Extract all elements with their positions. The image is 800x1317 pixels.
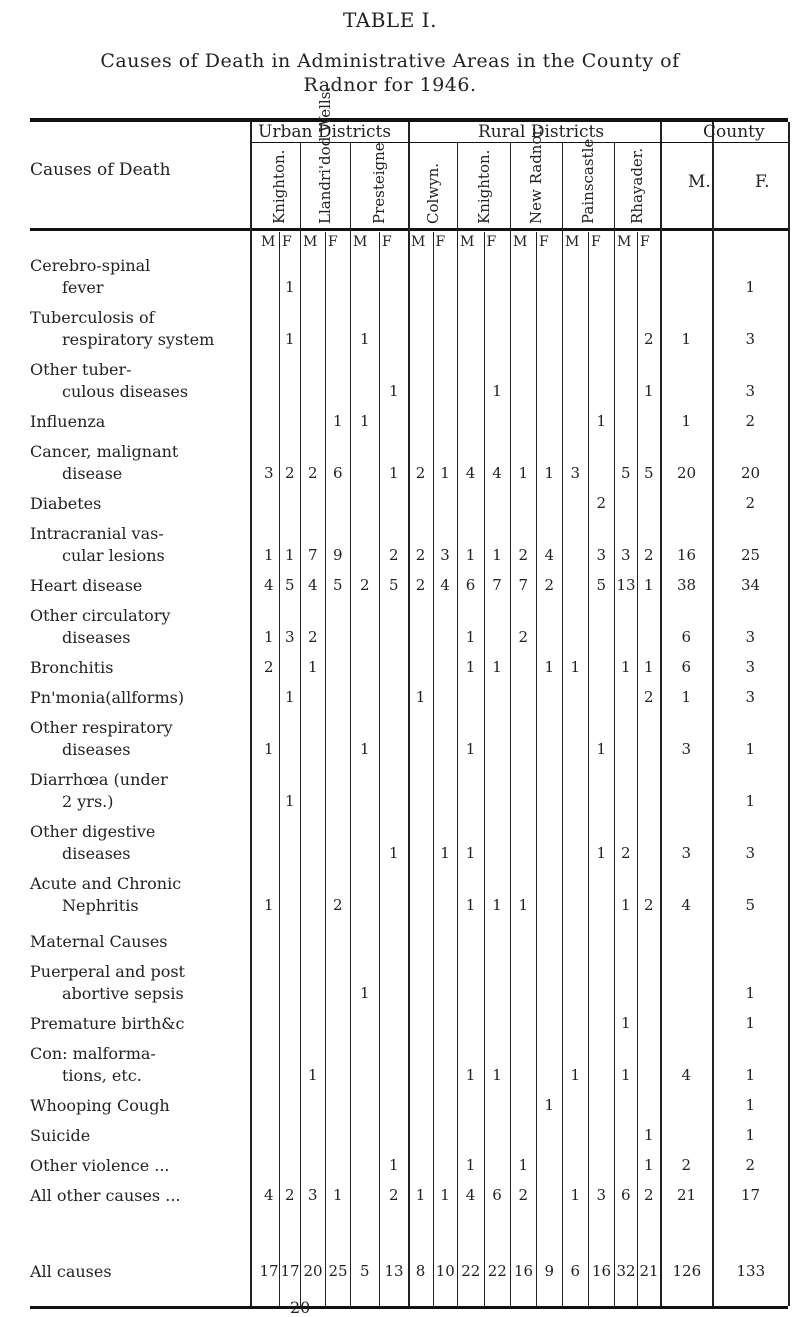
cell-value: 9 — [333, 546, 343, 564]
county-female-value: 2 — [745, 412, 756, 430]
cell-value: 6 — [465, 576, 476, 594]
cell-value: 4 — [544, 546, 555, 564]
male-subheader: M — [617, 234, 632, 250]
cell-value: 2 — [264, 658, 274, 676]
cell-value: 2 — [415, 464, 426, 482]
female-subheader: F — [486, 234, 497, 250]
cell-value: 6 — [621, 1186, 631, 1204]
row-label: Other circulatory — [30, 606, 171, 625]
row-label: culous diseases — [62, 382, 189, 401]
cell-value: 1 — [465, 658, 476, 676]
county-female-value: 2 — [745, 494, 756, 512]
cell-value: 5 — [389, 576, 399, 594]
county-male-value: 6 — [681, 658, 692, 676]
cell-value: 1 — [389, 382, 399, 400]
cell-value: 1 — [440, 464, 450, 482]
column-rule — [660, 122, 662, 1306]
row-label: Other respiratory — [30, 718, 173, 737]
column-rule — [536, 232, 537, 1306]
county-male-value: 38 — [677, 576, 697, 594]
cell-value: 3 — [596, 1186, 607, 1204]
cell-value: 1 — [492, 896, 502, 914]
county-female-value: 1 — [745, 1096, 756, 1114]
cell-value: 1 — [415, 688, 426, 706]
area-header-rural-colwyn: Colwyn. — [423, 162, 442, 224]
cell-value: 1 — [492, 1066, 502, 1084]
table-title-line1: Causes of Death in Administrative Areas in the County of — [100, 50, 680, 72]
column-rule — [408, 122, 410, 1306]
cell-value: 1 — [644, 1126, 654, 1144]
cell-value: 6 — [333, 464, 343, 482]
column-rule — [279, 232, 280, 1306]
row-label: Tuberculosis of — [30, 308, 155, 327]
cell-value: 1 — [644, 382, 654, 400]
cell-value: 1 — [465, 1066, 476, 1084]
county-male-value: 3 — [681, 844, 692, 862]
cell-value: 1 — [465, 896, 476, 914]
cell-value: 1 — [389, 844, 399, 862]
county-male-value: 6 — [681, 628, 692, 646]
male-subheader: M — [303, 234, 318, 250]
cell-value: 2 — [285, 464, 295, 482]
row-label: diseases — [62, 844, 131, 863]
female-subheader: F — [640, 234, 650, 250]
row-label: Maternal Causes — [30, 932, 168, 951]
cell-value: 2 — [518, 628, 529, 646]
county-female-header: F. — [755, 172, 770, 192]
cell-value: 3 — [596, 546, 607, 564]
cell-value: 1 — [285, 278, 295, 296]
row-label: Premature birth&c — [30, 1014, 185, 1033]
cell-value: 16 — [592, 1262, 612, 1280]
cell-value: 1 — [465, 1156, 476, 1174]
column-rule — [562, 142, 563, 1306]
bottom-rule — [30, 1306, 788, 1309]
row-label: All other causes ... — [30, 1186, 181, 1205]
county-male-value: 4 — [681, 896, 692, 914]
row-label: Pn'monia(allforms) — [30, 688, 185, 707]
cell-value: 2 — [389, 1186, 399, 1204]
cell-value: 1 — [492, 382, 502, 400]
cell-value: 1 — [644, 658, 654, 676]
cell-value: 1 — [360, 984, 370, 1002]
table-title-line2: Radnor for 1946. — [303, 74, 477, 96]
cell-value: 1 — [596, 844, 607, 862]
row-label: fever — [62, 278, 104, 297]
male-subheader: M — [261, 234, 276, 250]
cell-value: 3 — [308, 1186, 318, 1204]
cell-value: 1 — [465, 844, 476, 862]
county-female-value: 1 — [745, 792, 756, 810]
column-rule — [350, 142, 351, 1306]
county-male-value: 20 — [677, 464, 697, 482]
male-subheader: M — [411, 234, 426, 250]
area-header-urban-presteigne: Presteigne — [370, 142, 388, 224]
row-label: abortive sepsis — [62, 984, 184, 1003]
causes-column-header: Causes of Death — [30, 160, 171, 180]
row-label: Con: malforma- — [30, 1044, 156, 1063]
county-female-value: 1 — [745, 278, 756, 296]
cell-value: 4 — [465, 1186, 476, 1204]
cell-value: 1 — [285, 546, 295, 564]
cell-value: 4 — [308, 576, 318, 594]
cell-value: 9 — [544, 1262, 555, 1280]
male-subheader: M — [460, 234, 475, 250]
cell-value: 17 — [259, 1262, 279, 1280]
cell-value: 1 — [544, 658, 555, 676]
county-female-value: 1 — [745, 740, 756, 758]
male-subheader: M — [353, 234, 368, 250]
cell-value: 1 — [264, 628, 274, 646]
county-female-value: 133 — [736, 1262, 766, 1280]
cell-value: 1 — [621, 1014, 631, 1032]
cell-value: 1 — [264, 896, 274, 914]
row-label: disease — [62, 464, 123, 483]
row-label: tions, etc. — [62, 1066, 142, 1085]
cell-value: 1 — [264, 740, 274, 758]
county-female-value: 34 — [741, 576, 761, 594]
cell-value: 22 — [487, 1262, 507, 1280]
cell-value: 5 — [333, 576, 343, 594]
cell-value: 1 — [544, 464, 555, 482]
page-number: 20 — [290, 1298, 311, 1317]
row-label: Cerebro-spinal — [30, 256, 151, 275]
cell-value: 1 — [440, 1186, 450, 1204]
cell-value: 1 — [621, 1066, 631, 1084]
cell-value: 1 — [492, 658, 502, 676]
cell-value: 1 — [644, 1156, 654, 1174]
cell-value: 5 — [596, 576, 607, 594]
cell-value: 1 — [518, 896, 529, 914]
column-rule — [637, 232, 638, 1306]
cell-value: 4 — [264, 576, 274, 594]
column-rule — [379, 232, 380, 1306]
row-label: 2 yrs.) — [62, 792, 114, 811]
county-female-value: 3 — [745, 688, 756, 706]
cell-value: 32 — [616, 1262, 636, 1280]
cell-value: 2 — [518, 1186, 529, 1204]
cell-value: 1 — [465, 740, 476, 758]
row-label: Intracranial vas- — [30, 524, 164, 543]
column-rule — [712, 122, 714, 1306]
county-female-value: 20 — [741, 464, 761, 482]
table-number: TABLE I. — [343, 8, 437, 32]
area-header-urban-knighton: Knighton. — [270, 149, 288, 224]
cell-value: 2 — [360, 576, 370, 594]
cell-value: 3 — [285, 628, 295, 646]
county-male-value: 4 — [681, 1066, 692, 1084]
area-header-urban-llandri-dod-wells: Llandri'dod Wells. — [316, 86, 334, 224]
cell-value: 13 — [616, 576, 636, 594]
column-rule — [433, 232, 434, 1306]
column-rule — [614, 142, 615, 1306]
row-label: Cancer, malignant — [30, 442, 179, 461]
cell-value: 1 — [285, 330, 295, 348]
cell-value: 2 — [644, 1186, 654, 1204]
cell-value: 2 — [644, 546, 654, 564]
cell-value: 4 — [492, 464, 502, 482]
cell-value: 25 — [328, 1262, 348, 1280]
county-male-value: 1 — [681, 330, 692, 348]
cell-value: 1 — [333, 412, 343, 430]
cell-value: 3 — [440, 546, 450, 564]
cell-value: 2 — [308, 464, 318, 482]
county-female-value: 1 — [745, 1066, 756, 1084]
cell-value: 17 — [280, 1262, 300, 1280]
row-label: Influenza — [30, 412, 106, 431]
row-label: Other violence ... — [30, 1156, 170, 1175]
county-female-value: 1 — [745, 984, 756, 1002]
row-label: Nephritis — [62, 896, 139, 915]
row-label: Other digestive — [30, 822, 156, 841]
column-rule — [588, 232, 589, 1306]
female-subheader: F — [382, 234, 392, 250]
row-label: Heart disease — [30, 576, 143, 595]
female-subheader: F — [328, 234, 338, 250]
county-male-value: 16 — [677, 546, 697, 564]
cell-value: 22 — [461, 1262, 481, 1280]
row-label: All causes — [30, 1262, 112, 1281]
male-subheader: M — [565, 234, 580, 250]
area-header-rural-knighton: Knighton. — [474, 149, 493, 224]
cell-value: 2 — [544, 576, 555, 594]
cell-value: 2 — [621, 844, 631, 862]
column-rule — [788, 122, 790, 1306]
row-label: Suicide — [30, 1126, 91, 1145]
cell-value: 5 — [285, 576, 295, 594]
county-female-value: 3 — [745, 658, 756, 676]
female-subheader: F — [539, 234, 549, 250]
cell-value: 1 — [644, 576, 654, 594]
cell-value: 1 — [308, 1066, 318, 1084]
cell-value: 1 — [465, 628, 476, 646]
cell-value: 10 — [435, 1262, 455, 1280]
column-rule — [510, 142, 511, 1306]
cell-value: 1 — [360, 330, 370, 348]
cell-value: 1 — [570, 658, 581, 676]
county-female-value: 3 — [745, 628, 756, 646]
county-male-value: 3 — [681, 740, 692, 758]
county-female-value: 17 — [741, 1186, 761, 1204]
column-rule — [325, 232, 326, 1306]
column-rule — [300, 142, 301, 1306]
row-label: diseases — [62, 628, 131, 647]
row-label: cular lesions — [62, 546, 165, 565]
area-header-rural-painscastle: Painscastle — [579, 138, 597, 224]
cell-value: 1 — [389, 1156, 399, 1174]
row-label: Puerperal and post — [30, 962, 185, 981]
cell-value: 1 — [621, 896, 631, 914]
row-label: Other tuber- — [30, 360, 132, 379]
row-label: respiratory system — [62, 330, 215, 349]
cell-value: 21 — [639, 1262, 659, 1280]
column-rule — [250, 122, 252, 1306]
cell-value: 2 — [415, 546, 426, 564]
cell-value: 2 — [644, 896, 654, 914]
county-male-header: M. — [688, 172, 711, 192]
cell-value: 1 — [492, 546, 502, 564]
cell-value: 1 — [389, 464, 399, 482]
cell-value: 5 — [621, 464, 631, 482]
cell-value: 20 — [303, 1262, 323, 1280]
cell-value: 16 — [514, 1262, 534, 1280]
cell-value: 1 — [333, 1186, 343, 1204]
cell-value: 1 — [440, 844, 450, 862]
row-label: Diabetes — [30, 494, 102, 513]
county-female-value: 3 — [745, 844, 756, 862]
cell-value: 7 — [518, 576, 529, 594]
cell-value: 7 — [492, 576, 502, 594]
male-subheader: M — [513, 234, 528, 250]
cell-value: 1 — [285, 792, 295, 810]
cell-value: 3 — [621, 546, 631, 564]
cell-value: 1 — [285, 688, 295, 706]
row-label: diseases — [62, 740, 131, 759]
cell-value: 2 — [415, 576, 426, 594]
cell-value: 3 — [264, 464, 274, 482]
cell-value: 1 — [596, 740, 607, 758]
cell-value: 3 — [570, 464, 581, 482]
county-male-value: 2 — [681, 1156, 692, 1174]
row-label: Diarrhœa (under — [30, 770, 168, 789]
cell-value: 6 — [570, 1262, 581, 1280]
female-subheader: F — [435, 234, 446, 250]
cell-value: 1 — [308, 658, 318, 676]
county-male-value: 1 — [681, 412, 692, 430]
area-header-rural-new-radnor: New Radnor. — [527, 125, 545, 224]
area-header-rural-rhayader: Rhayader. — [628, 147, 646, 224]
county-female-value: 3 — [745, 330, 756, 348]
cell-value: 2 — [644, 688, 654, 706]
cell-value: 2 — [644, 330, 654, 348]
cell-value: 1 — [570, 1066, 581, 1084]
cell-value: 2 — [518, 546, 529, 564]
cell-value: 7 — [308, 546, 318, 564]
county-female-value: 25 — [741, 546, 761, 564]
cell-value: 4 — [440, 576, 450, 594]
column-rule — [457, 142, 458, 1306]
cell-value: 5 — [644, 464, 654, 482]
female-subheader: F — [591, 234, 601, 250]
cell-value: 1 — [465, 546, 476, 564]
cell-value: 1 — [596, 412, 607, 430]
cell-value: 13 — [384, 1262, 404, 1280]
rural-districts-header: Rural Districts — [478, 122, 605, 142]
column-rule — [484, 232, 485, 1306]
cell-value: 6 — [492, 1186, 502, 1204]
county-female-value: 2 — [745, 1156, 756, 1174]
cell-value: 2 — [596, 494, 607, 512]
cell-value: 8 — [415, 1262, 426, 1280]
cell-value: 1 — [518, 1156, 529, 1174]
female-subheader: F — [282, 234, 292, 250]
row-label: Whooping Cough — [30, 1096, 170, 1115]
cell-value: 1 — [544, 1096, 555, 1114]
cell-value: 1 — [264, 546, 274, 564]
county-male-value: 21 — [677, 1186, 697, 1204]
cell-value: 1 — [518, 464, 529, 482]
cell-value: 2 — [333, 896, 343, 914]
cell-value: 5 — [360, 1262, 370, 1280]
cell-value: 4 — [264, 1186, 274, 1204]
cell-value: 2 — [285, 1186, 295, 1204]
cell-value: 1 — [570, 1186, 581, 1204]
urban-districts-header: Urban Districts — [258, 122, 392, 142]
county-female-value: 1 — [745, 1126, 756, 1144]
cell-value: 4 — [465, 464, 476, 482]
cell-value: 1 — [415, 1186, 426, 1204]
cell-value: 1 — [360, 412, 370, 430]
cell-value: 2 — [389, 546, 399, 564]
cell-value: 1 — [621, 658, 631, 676]
row-label: Acute and Chronic — [30, 874, 182, 893]
county-female-value: 3 — [745, 382, 756, 400]
county-male-value: 126 — [672, 1262, 702, 1280]
county-male-value: 1 — [681, 688, 692, 706]
county-header: County — [703, 122, 765, 142]
cell-value: 2 — [308, 628, 318, 646]
row-label: Bronchitis — [30, 658, 114, 677]
cell-value: 1 — [360, 740, 370, 758]
county-female-value: 1 — [745, 1014, 756, 1032]
county-female-value: 5 — [745, 896, 756, 914]
